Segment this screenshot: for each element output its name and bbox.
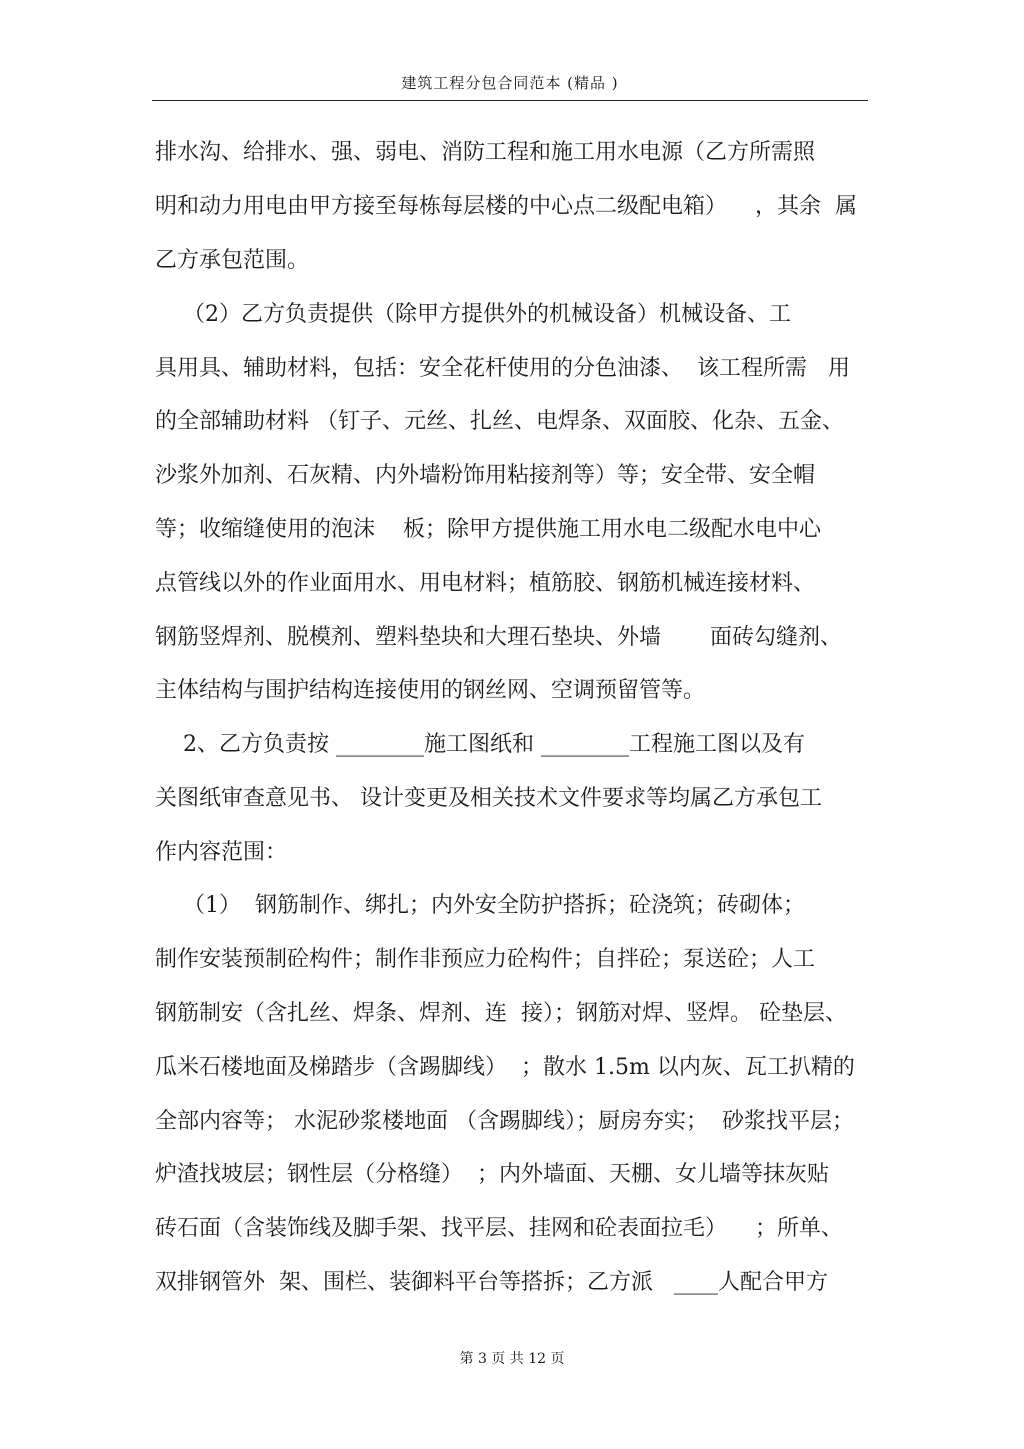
- text-line: 砖石面（含装饰线及脚手架、找平层、挂网和砼表面拉毛） ；所单、: [155, 1216, 843, 1241]
- text-line: （1） 钢筋制作、绑扎；内外安全防护搭拆；砼浇筑；砖砌体；: [155, 893, 805, 918]
- text-line: 具用具、辅助材料，包括：安全花杆使用的分色油漆、 该工程所需 用: [155, 356, 850, 381]
- text-line: 明和动力用电由甲方接至每栋每层楼的中心点二级配电箱） ，其余 属: [155, 194, 857, 219]
- text-line: 全部内容等； 水泥砂浆楼地面 （含踢脚线）；厨房夯实； 砂浆找平层；: [155, 1109, 854, 1134]
- text-line: 双排钢管外 架、围栏、装御料平台等搭拆；乙方派 ____人配合甲方: [155, 1270, 828, 1295]
- text-line: 炉渣找坡层；钢性层（分格缝） ；内外墙面、天棚、女儿墙等抹灰贴: [155, 1162, 829, 1187]
- page-header-title: 建筑工程分包合同范本 (精品 ): [401, 74, 619, 92]
- header-divider: [152, 100, 868, 101]
- text-line: 2、乙方负责按 ________施工图纸和 ________工程施工图以及有: [155, 732, 805, 757]
- text-line: 乙方承包范围。: [155, 248, 310, 273]
- text-line: 作内容范围：: [155, 840, 288, 865]
- text-line: 瓜米石楼地面及梯踏步（含踢脚线） ；散水 1.5m 以内灰、瓦工扒精的: [155, 1055, 855, 1080]
- text-line: 钢筋竖焊剂、脱模剂、塑料垫块和大理石垫块、外墙 面砖勾缝剂、: [155, 625, 842, 650]
- text-line: （2）乙方负责提供（除甲方提供外的机械设备）机械设备、工: [155, 302, 791, 327]
- text-line: 点管线以外的作业面用水、用电材料；植筋胶、钢筋机械连接材料、: [155, 571, 816, 596]
- page-number: 第 3 页 共 12 页: [459, 1351, 565, 1367]
- text-line: 主体结构与围护结构连接使用的钢丝网、空调预留管等。: [155, 678, 706, 703]
- text-line: 制作安装预制砼构件；制作非预应力砼构件；自拌砼；泵送砼；人工: [155, 947, 816, 972]
- text-line: 排水沟、给排水、强、弱电、消防工程和施工用水电源（乙方所需照: [155, 140, 816, 165]
- text-line: 沙浆外加剂、石灰精、内外墙粉饰用粘接剂等）等；安全带、安全帽: [155, 463, 816, 488]
- text-line: 钢筋制安（含扎丝、焊条、焊剂、连 接）；钢筋对焊、竖焊。 砼垫层、: [155, 1001, 847, 1026]
- text-line: 的全部辅助材料 （钉子、元丝、扎丝、电焊条、双面胶、化杂、五金、: [155, 409, 844, 434]
- text-line: 关图纸审查意见书、 设计变更及相关技术文件要求等均属乙方承包工: [155, 786, 822, 811]
- text-line: 等；收缩缝使用的泡沫 板；除甲方提供施工用水电二级配水电中心: [155, 517, 821, 542]
